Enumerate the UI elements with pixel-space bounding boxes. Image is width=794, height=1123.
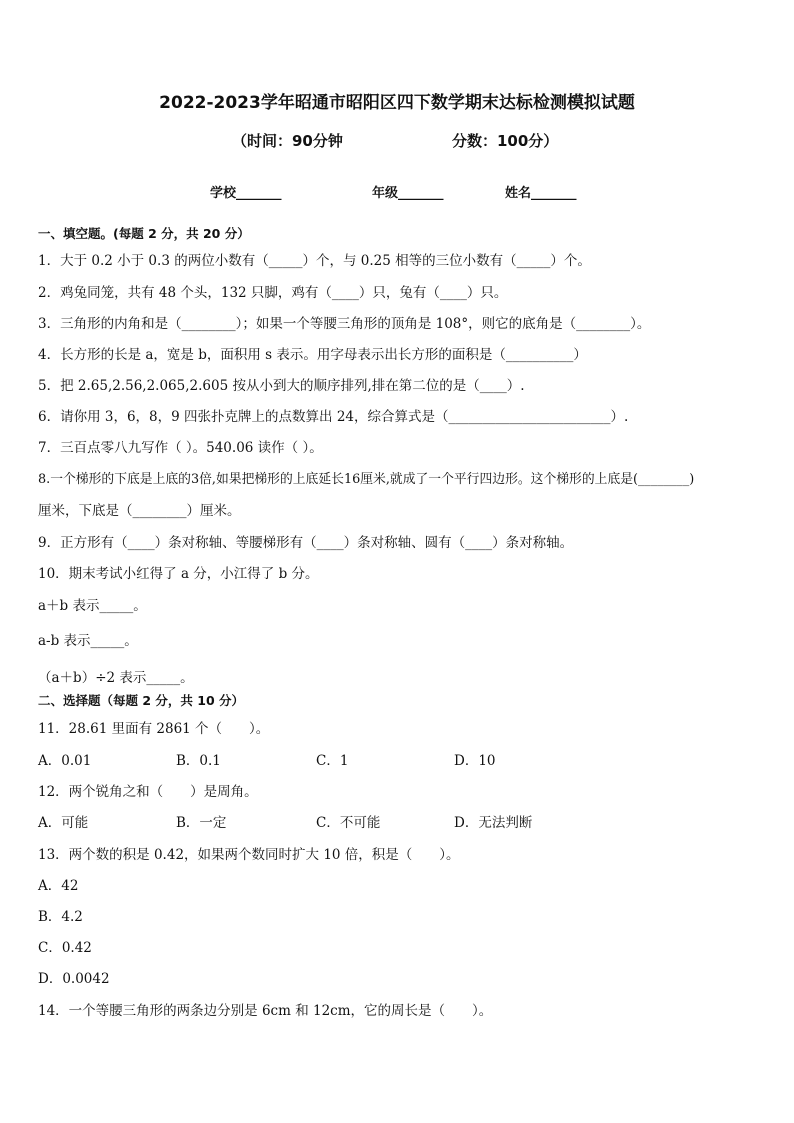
q13-option-d: D．0.0042 [38,971,110,987]
question-3: 3．三角形的内角和是（________）；如果一个等腰三角形的顶角是 108°，则它的底角是（________）。 [38,316,651,332]
question-7: 7．三百点零八九写作（ ）。540.06 读作（ ）。 [38,440,323,456]
question-13: 13．两个数的积是 0.42，如果两个数同时扩大 10 倍，积是（ ）。 [38,847,460,863]
q13-option-a: A．42 [38,878,79,894]
question-9: 9．正方形有（____）条对称轴、等腰梯形有（____）条对称轴、圆有（____）条对称轴。 [38,535,574,551]
q11-option-a: A．0.01 [38,753,92,769]
q12-option-d: D．无法判断 [454,815,533,831]
question-6: 6．请你用 3，6，8，9 四张扑克牌上的点数算出 24，综合算式是（________________________）. [38,409,629,425]
question-8-line-1: 8.一个梯形的下底是上底的3倍,如果把梯形的上底延长16厘米,就成了一个平行四边形。这个梯形的上底是(________) [38,472,695,487]
question-10-part-b: a-b 表示_____。 [38,633,138,649]
section-fill-blank-header: 一、填空题。(每题 2 分，共 20 分） [38,226,250,241]
question-14: 14．一个等腰三角形的两条边分别是 6cm 和 12cm，它的周长是（ ）。 [38,1003,493,1019]
question-10: 10．期末考试小红得了 a 分，小江得了 b 分。 [38,566,319,582]
question-12: 12．两个锐角之和（ ）是周角。 [38,784,258,800]
grade-field: 年级_______ [372,186,444,201]
q12-option-c: C．不可能 [316,815,381,831]
q11-option-b: B．0.1 [176,753,221,769]
q11-option-c: C．1 [316,753,349,769]
question-10-part-a: a＋b 表示_____。 [38,598,147,614]
name-field: 姓名_______ [505,186,577,201]
q13-option-c: C．0.42 [38,940,92,956]
section-choice-header: 二、选择题（每题 2 分，共 10 分） [38,693,245,708]
question-1: 1．大于 0.2 小于 0.3 的两位小数有（_____）个，与 0.25 相等的三位小数有（_____）个。 [38,253,591,269]
question-2: 2．鸡兔同笼，共有 48 个头，132 只脚，鸡有（____）只，兔有（____）只。 [38,285,508,301]
school-field: 学校_______ [210,186,282,201]
q12-option-b: B．一定 [176,815,227,831]
exam-title: 2022-2023学年昭通市昭阳区四下数学期末达标检测模拟试题 [159,93,635,113]
question-4: 4．长方形的长是 a，宽是 b，面积用 s 表示。用字母表示出长方形的面积是（__________） [38,347,587,363]
question-8-line-2: 厘米，下底是（________）厘米。 [38,503,241,519]
q11-option-d: D．10 [454,753,496,769]
question-5: 5．把 2.65,2.56,2.065,2.605 按从小到大的顺序排列,排在第二位的是（____）. [38,378,525,394]
q12-option-a: A．可能 [38,815,89,831]
question-11: 11．28.61 里面有 2861 个（ ）。 [38,721,270,737]
score-label: 分数：100分） [452,132,559,150]
question-10-part-c: （a＋b）÷2 表示_____。 [38,670,194,686]
time-label: （时间：90分钟 [232,132,343,150]
q13-option-b: B．4.2 [38,909,83,925]
